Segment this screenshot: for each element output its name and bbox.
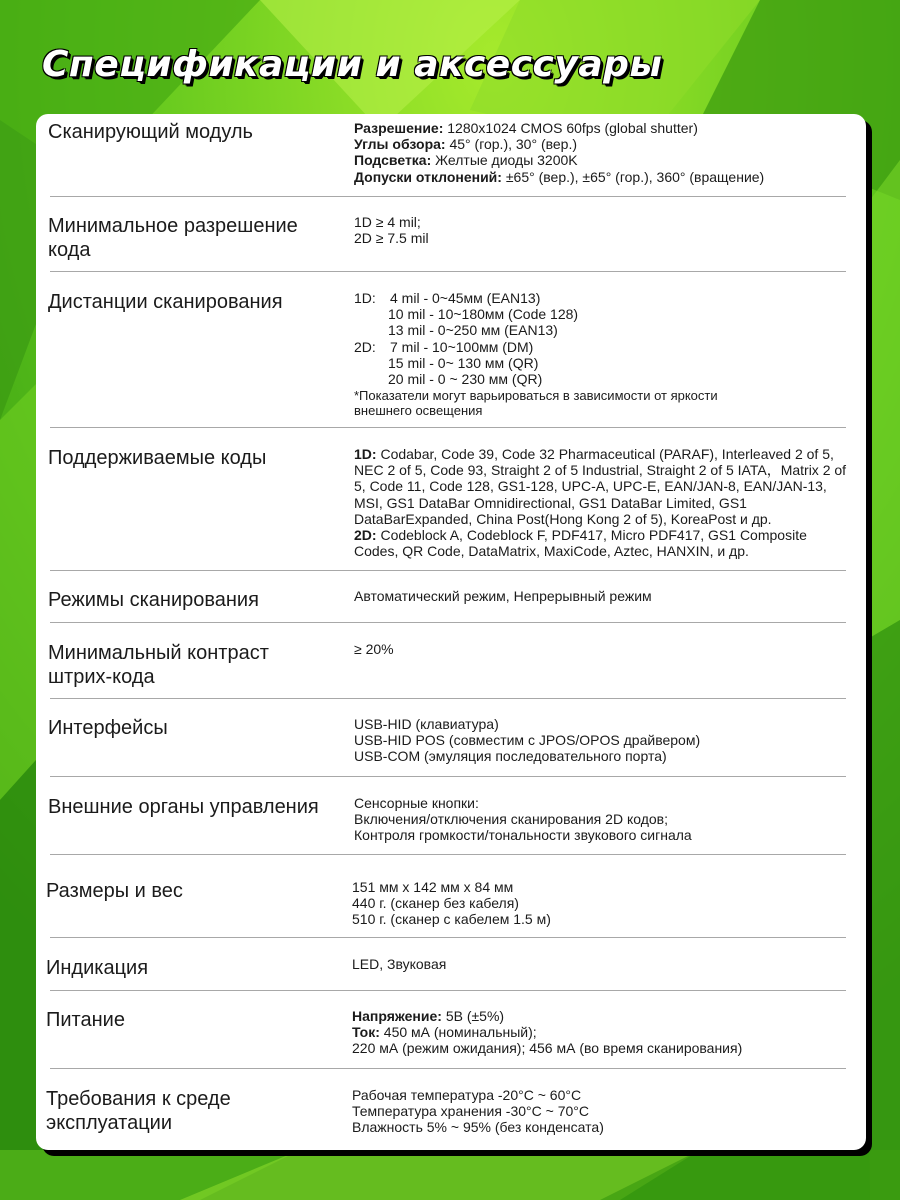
distance-note: *Показатели могут варьироваться в зависимости от яркости внешнего освещения [354,388,718,419]
value-line: 1D ≥ 4 mil; [354,214,421,230]
value-line: Включения/отключения сканирования 2D кодов; [354,811,668,828]
spec-label: Минимальный контраст штрих-кода [48,642,269,688]
resolution-value: 1280x1024 CMOS 60fps (global shutter) [443,120,698,136]
page-title: Спецификации и аксессуары [42,44,663,85]
value-line: Температура хранения -30°C ~ 70°C [352,1103,589,1120]
spec-value [354,120,854,185]
value-line: 510 г. (сканер с кабелем 1.5 м) [352,911,551,928]
distance-line: 10 mil - 10~180мм (Code 128) [388,306,579,323]
value-line: 151 мм х 142 мм х 84 мм [352,879,514,895]
spec-value [354,641,854,657]
spec-label: Внешние органы управления [48,796,319,818]
value-line: 440 г. (сканер без кабеля) [352,895,519,912]
row-divider [50,698,846,699]
row-divider [50,854,846,855]
spec-value [354,214,854,246]
distance-line: 13 mil - 0~250 мм (EAN13) [388,322,558,339]
value-line: Автоматический режим, Непрерывный режим [354,588,652,604]
distance-line: 15 mil - 0~ 130 мм (QR) [388,354,539,371]
row-divider [50,427,846,428]
value-line: 2D ≥ 7.5 mil [354,230,429,247]
current-value: 450 мА (номинальный); [379,1024,537,1041]
spec-value [352,1008,852,1057]
spec-label: Режимы сканирования [48,589,259,611]
spec-label: Дистанции сканирования [48,291,283,313]
angles-key: Углы обзора: [354,136,446,153]
spec-value [354,446,848,559]
row-divider [50,1068,846,1069]
value-line: Влажность 5% ~ 95% (без конденсата) [352,1119,604,1136]
current-key: Ток: [352,1024,380,1041]
voltage-key: Напряжение: [352,1008,442,1024]
row-divider [50,196,846,197]
spec-label: Требования к среде эксплуатации [46,1088,231,1134]
row-divider [50,937,846,938]
spec-label: Интерфейсы [48,717,168,739]
tolerance-key: Допуски отклонений: [354,168,502,185]
resolution-key: Разрешение: [354,120,444,136]
light-key: Подсветка: [354,152,432,169]
spec-label: Размеры и вес [46,880,183,902]
distance-line: 4 mil - 0~45мм (EAN13) [390,290,541,306]
row-divider [50,271,846,272]
spec-value [354,795,854,844]
row-divider [50,990,846,991]
spec-value [352,879,852,928]
value-line: 220 мА (режим ожидания); 456 мА (во время сканирования) [352,1040,743,1057]
value-line: USB-COM (эмуляция последовательного порта) [354,748,667,765]
value-line: Сенсорные кнопки: [354,795,479,811]
spec-value [354,716,854,765]
spec-label: Минимальное разрешение кода [48,215,298,261]
spec-label: Индикация [46,957,149,979]
spec-value [352,956,852,972]
value-line: USB-HID POS (совместим с JPOS/OPOS драйвером) [354,732,701,749]
distance-1d-prefix: 1D: [354,290,376,306]
spec-label: Питание [46,1009,125,1031]
value-line: ≥ 20% [354,641,394,657]
value-line: Рабочая температура -20°C ~ 60°C [352,1087,582,1103]
codes-2d-value: Codeblock A, Codeblock F, PDF417, Micro PDF417, GS1 Composite Codes, QR Code, DataMatrix, MaxiCode, Aztec, HANXIN, и др. [354,527,807,560]
angles-value: 45° (гор.), 30° (вер.) [445,136,578,153]
tolerance-value: ±65° (вер.), ±65° (гор.), 360° (вращение) [501,168,765,185]
codes-1d-value: Codabar, Code 39, Code 32 Pharmaceutical (PARAF), Interleaved 2 of 5, NEC 2 of 5, Code 93, Straight 2 of 5 Industrial, Straight 2 of 5 IATA，Matrix 2 of 5, Code 11, Code 128, GS1-128, UPC-A, UPC-E, EAN/JAN-8, EAN/JAN-13, MSI, GS1 DataBar Omnidirectional, GS1 DataBar Limited, GS1 DataBarExpanded, China Post(Hong Kong 2 of 5), KoreaPost и др. [354,446,847,527]
spec-value [352,1087,852,1136]
row-divider [50,570,846,571]
value-line: Контроля громкости/тональности звукового сигнала [354,827,692,844]
value-line: USB-HID (клавиатура) [354,716,499,732]
spec-value [354,290,854,418]
codes-1d-key: 1D: [354,446,377,462]
distance-2d-prefix: 2D: [354,338,376,355]
row-divider [50,776,846,777]
light-value: Желтые диоды 3200K [431,152,578,169]
row-divider [50,622,846,623]
value-line: LED, Звуковая [352,956,447,972]
codes-2d-key: 2D: [354,527,377,544]
distance-line: 7 mil - 10~100мм (DM) [390,338,534,355]
spec-value [354,588,854,604]
voltage-value: 5В (±5%) [441,1008,505,1024]
spec-label: Сканирующий модуль [48,121,253,143]
spec-label: Поддерживаемые коды [48,447,267,469]
distance-line: 20 mil - 0 ~ 230 мм (QR) [388,371,543,388]
spec-table [36,114,866,1150]
